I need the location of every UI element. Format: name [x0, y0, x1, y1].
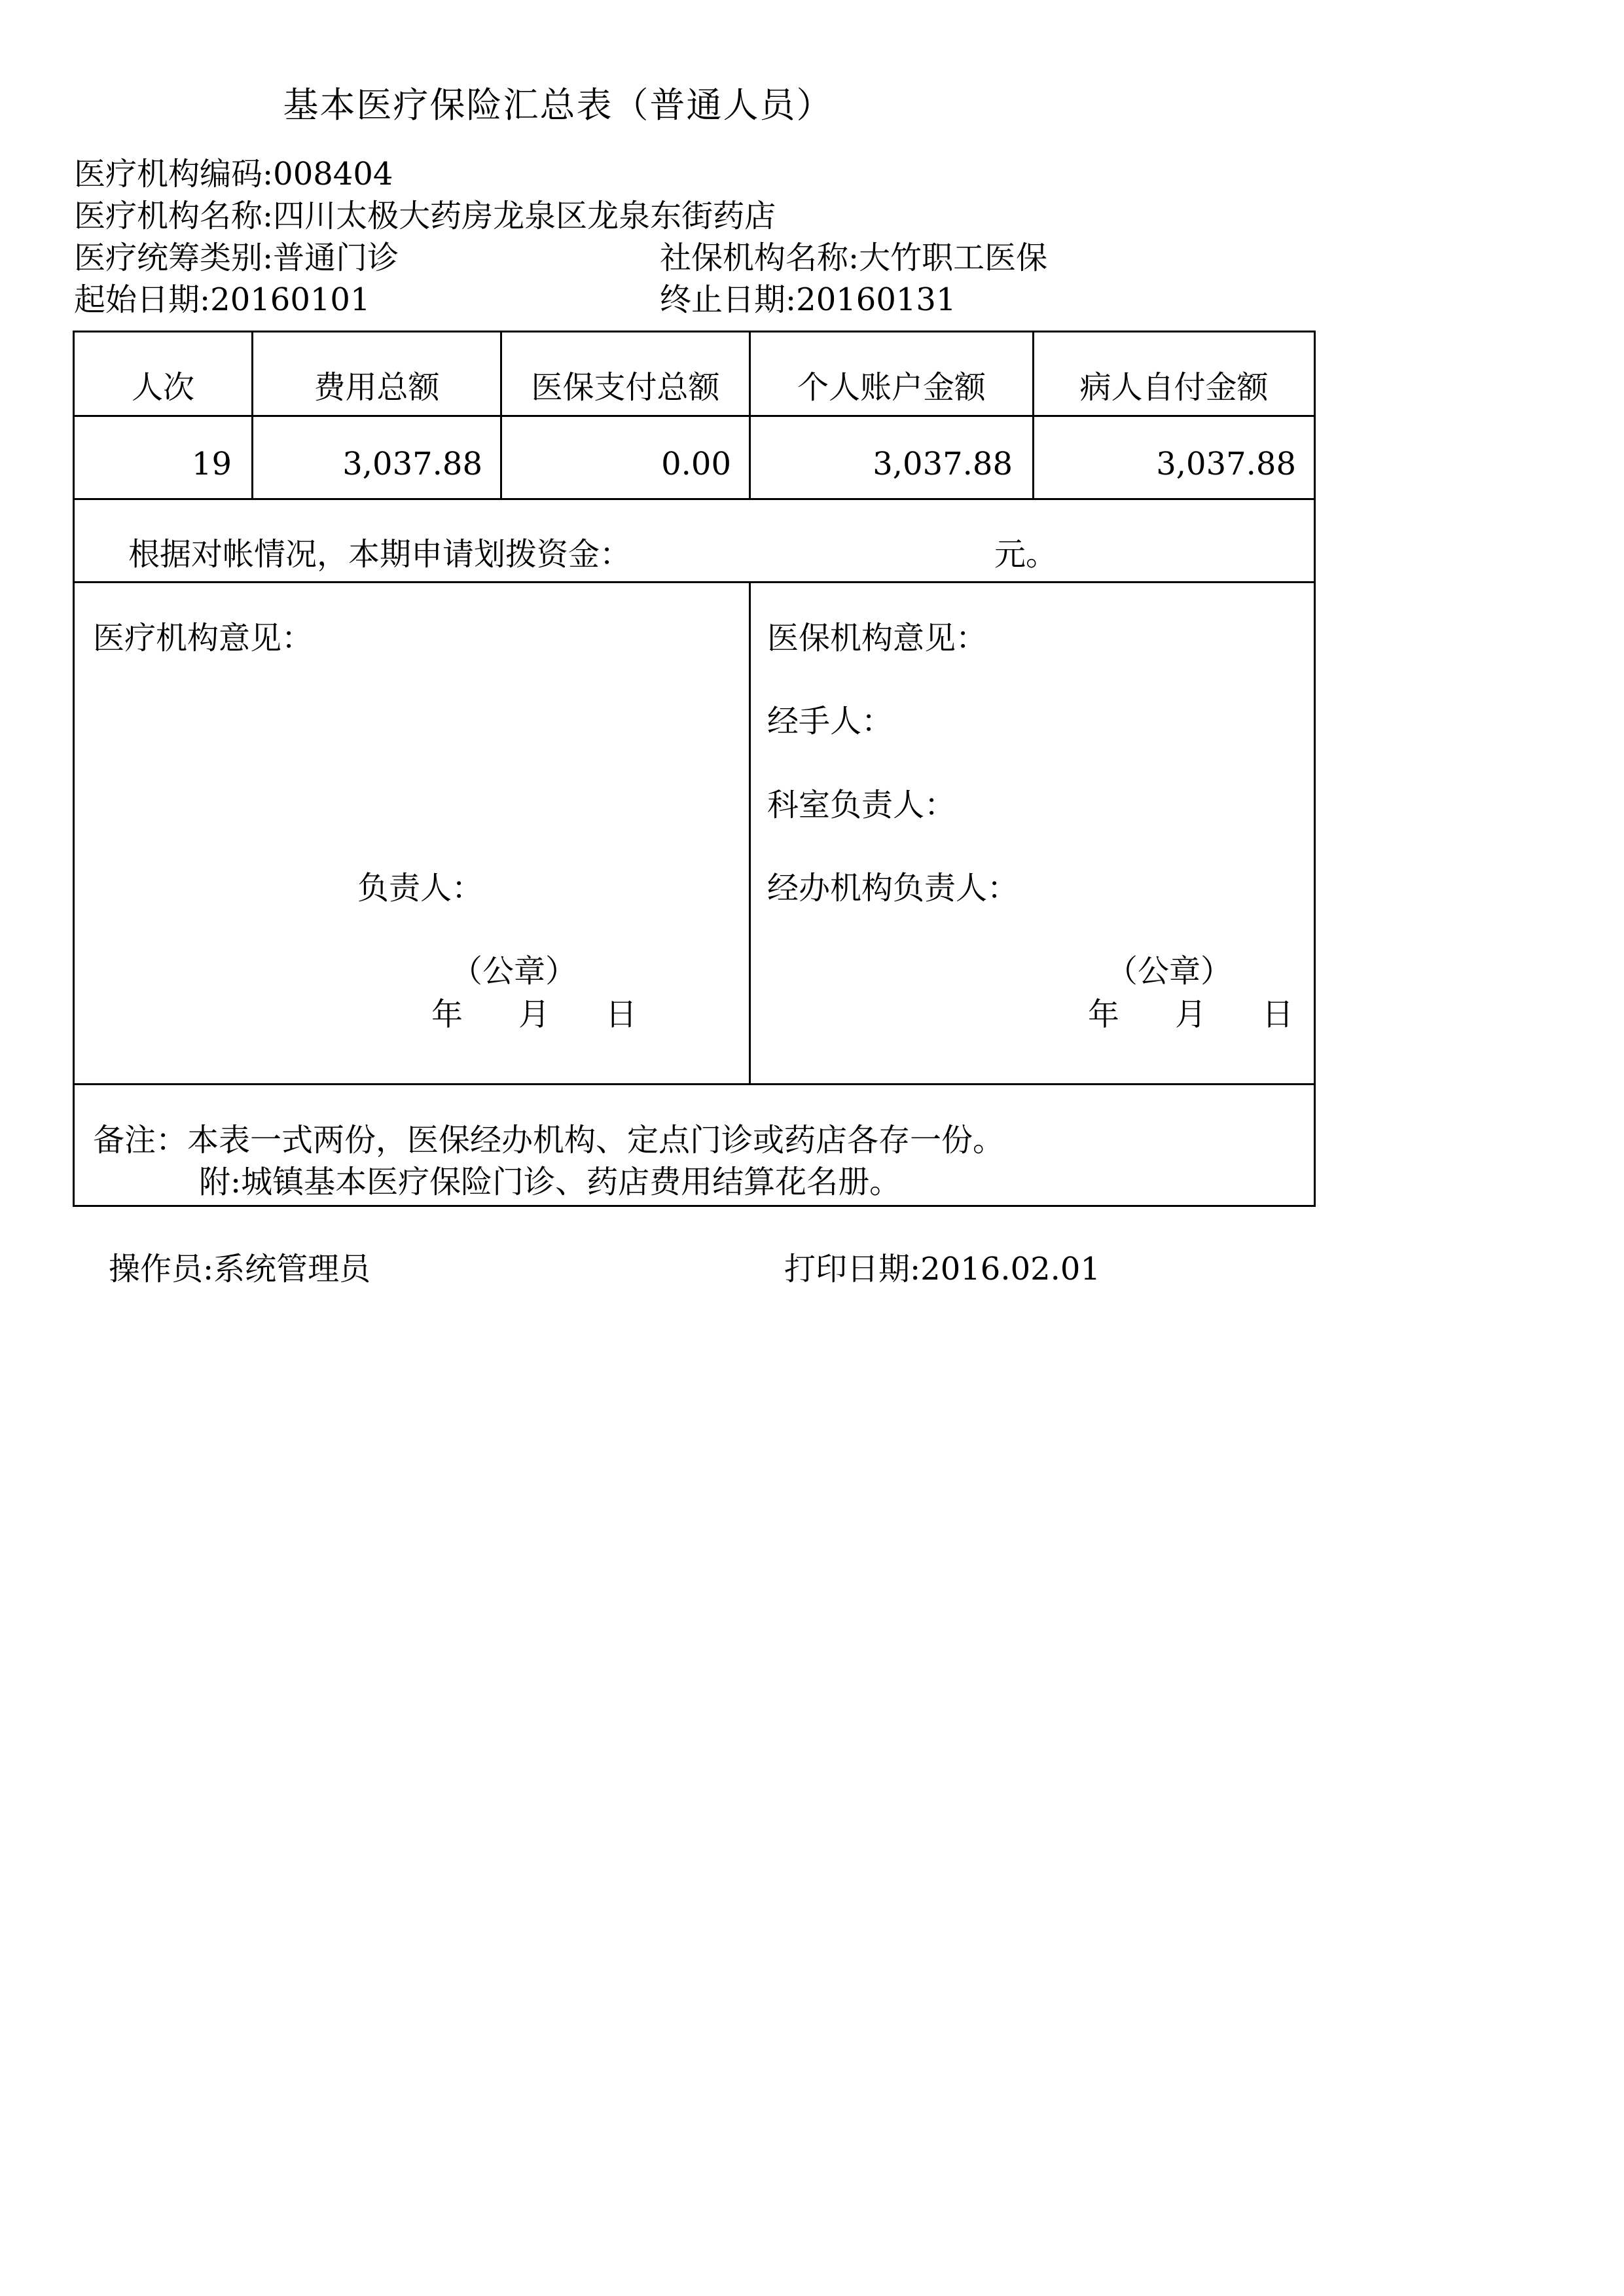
opinion-divider: [749, 581, 751, 1085]
row-divider-data: [75, 498, 1314, 500]
left-date-month: 月: [518, 996, 550, 1033]
insurer-name: 社保机构名称:大竹职工医保: [660, 240, 1048, 276]
right-seal-label: （公章）: [1106, 953, 1233, 990]
header-insurance-paid: 医保支付总额: [531, 369, 720, 406]
remarks-line-2: 附:城镇基本医疗保险门诊、药店费用结算花名册。: [199, 1164, 901, 1200]
allocation-label: 根据对帐情况，本期申请划拨资金：: [128, 536, 632, 573]
value-visits: 19: [191, 446, 232, 482]
responsible-person-label: 负责人：: [357, 870, 484, 906]
right-date-month: 月: [1175, 996, 1207, 1033]
row-divider-header: [75, 415, 1314, 417]
handler-label: 经手人：: [767, 703, 893, 740]
agency-head-label: 经办机构负责人：: [767, 870, 1019, 906]
value-total-cost: 3,037.88: [342, 446, 482, 482]
value-insurance-paid: 0.00: [661, 446, 731, 482]
value-personal-account: 3,037.88: [873, 446, 1013, 482]
org-name: 医疗机构名称:四川太极大药房龙泉区龙泉东街药店: [74, 198, 776, 234]
header-personal-account: 个人账户金额: [797, 369, 986, 406]
right-date-day: 日: [1262, 996, 1294, 1033]
end-date: 终止日期:20160131: [660, 281, 956, 318]
header-self-pay: 病人自付金额: [1079, 369, 1269, 406]
org-code: 医疗机构编码:008404: [74, 156, 393, 192]
left-date-day: 日: [605, 996, 638, 1033]
row-divider-opinions: [75, 1083, 1314, 1085]
category: 医疗统筹类别:普通门诊: [74, 240, 399, 276]
summary-form: [73, 331, 1316, 1207]
header-visits: 人次: [131, 369, 194, 406]
right-date-year: 年: [1088, 996, 1120, 1033]
allocation-unit: 元。: [994, 536, 1058, 573]
remarks-line-1: 备注：本表一式两份，医保经办机构、定点门诊或药店各存一份。: [93, 1122, 1005, 1158]
value-self-pay: 3,037.88: [1156, 446, 1296, 482]
insurer-opinion-title: 医保机构意见：: [767, 620, 988, 656]
header-total-cost: 费用总额: [314, 369, 440, 406]
page-title: 基本医疗保险汇总表（普通人员）: [283, 84, 833, 126]
left-date-year: 年: [431, 996, 463, 1033]
left-seal-label: （公章）: [451, 953, 577, 990]
row-divider-allocation: [75, 581, 1314, 583]
print-date-label: 打印日期:2016.02.01: [784, 1251, 1101, 1287]
start-date: 起始日期:20160101: [74, 281, 370, 318]
medical-org-opinion-title: 医疗机构意见：: [93, 620, 314, 656]
operator-label: 操作员:系统管理员: [109, 1251, 371, 1287]
dept-head-label: 科室负责人：: [767, 787, 956, 823]
